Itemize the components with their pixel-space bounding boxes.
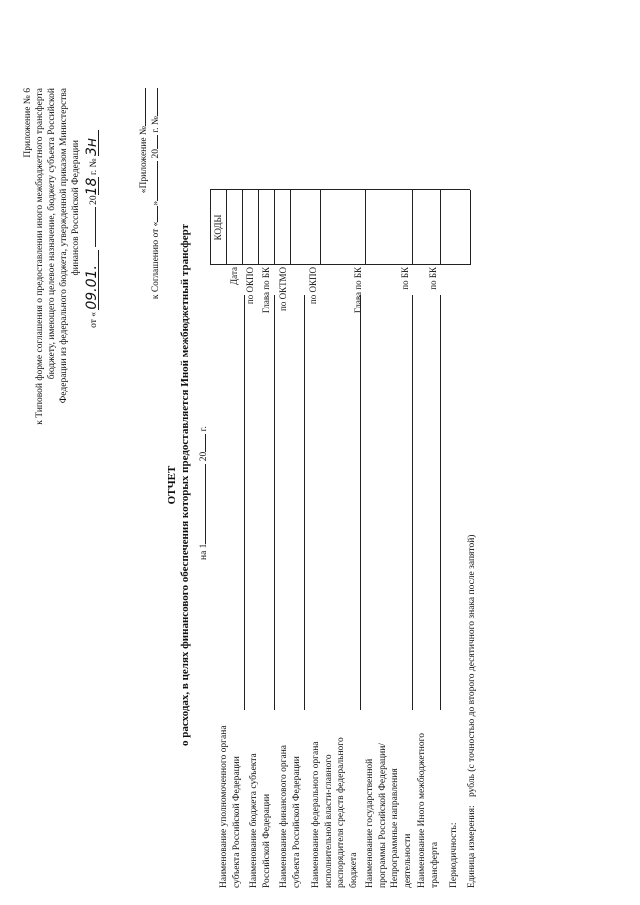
- date-suffix: г. №: [89, 158, 99, 176]
- row-state-program: Наименование государственной программы Российской Федерации/ Непрограммные направления деятельности: [365, 743, 413, 888]
- label-okpo-2: по ОКПО: [308, 267, 318, 305]
- unit-line: [466, 535, 478, 888]
- appendix-line-4: Федерации из федерального бюджета, утвержденной приказом Министерства: [59, 88, 69, 404]
- unit-value: рубль (с точностью до второго десятичного знака после запятой): [467, 534, 477, 797]
- appendix-line-2: к Типовой форме соглашения о предоставлении иного межбюджетного трансферта: [35, 88, 45, 425]
- appendix-line-3: бюджету, имеющего целевое назначение, бюджету субъекта Российской: [47, 88, 57, 380]
- row-transfer-name: Наименование Иного межбюджетного трансферта: [417, 732, 440, 888]
- unit-label: Единица измерения:: [467, 805, 477, 888]
- handwritten-date: 09.01.: [86, 250, 99, 310]
- row-periodicity: Периодичность:: [449, 822, 459, 888]
- label-oktmo: по ОКТМО: [278, 267, 288, 311]
- label-glava-2: Глава по БК: [353, 267, 363, 314]
- label-bk-2: по БК: [428, 267, 438, 290]
- appendix-number: Приложение № 6: [23, 88, 33, 158]
- appendix-line-5: финансов Российской Федерации: [71, 140, 81, 276]
- codes-header: КОДЫ: [213, 214, 223, 241]
- agreement-ref-line: к Соглашению от «» 20 г. №: [150, 88, 162, 299]
- label-date: Дата: [229, 267, 239, 285]
- label-glava-1: Глава по БК: [261, 267, 271, 314]
- report-period: на 1 20 г.: [199, 426, 209, 560]
- report-subtitle: о расходах, в целях финансового обеспечения которых предоставляется Иной межбюджетный трансферт: [179, 223, 191, 747]
- date-prefix: от «: [89, 312, 99, 328]
- date-year-prefix: 20: [89, 195, 99, 205]
- label-bk-1: по БК: [400, 267, 410, 290]
- order-date-line: [86, 130, 100, 328]
- row-authorized-body: Наименование уполномоченного органа субъекта Российской Федерации: [219, 725, 242, 888]
- report-title: ОТЧЕТ: [166, 465, 178, 505]
- handwritten-year: 18: [84, 177, 100, 196]
- row-finance-body: Наименование финансового органа субъекта Российской Федерации: [279, 744, 302, 888]
- agreement-appendix-no: «Приложение №: [138, 88, 150, 193]
- label-okpo-1: по ОКПО: [245, 267, 255, 305]
- row-budget-name: Наименование бюджета субъекта Российской Федерации: [249, 753, 272, 888]
- rotated-form-sheet: [20, 80, 580, 890]
- handwritten-number: 3н: [86, 130, 99, 156]
- row-federal-body: Наименование федерального органа исполнительной власти-главного распорядителя средств федерального бюджета: [311, 737, 359, 888]
